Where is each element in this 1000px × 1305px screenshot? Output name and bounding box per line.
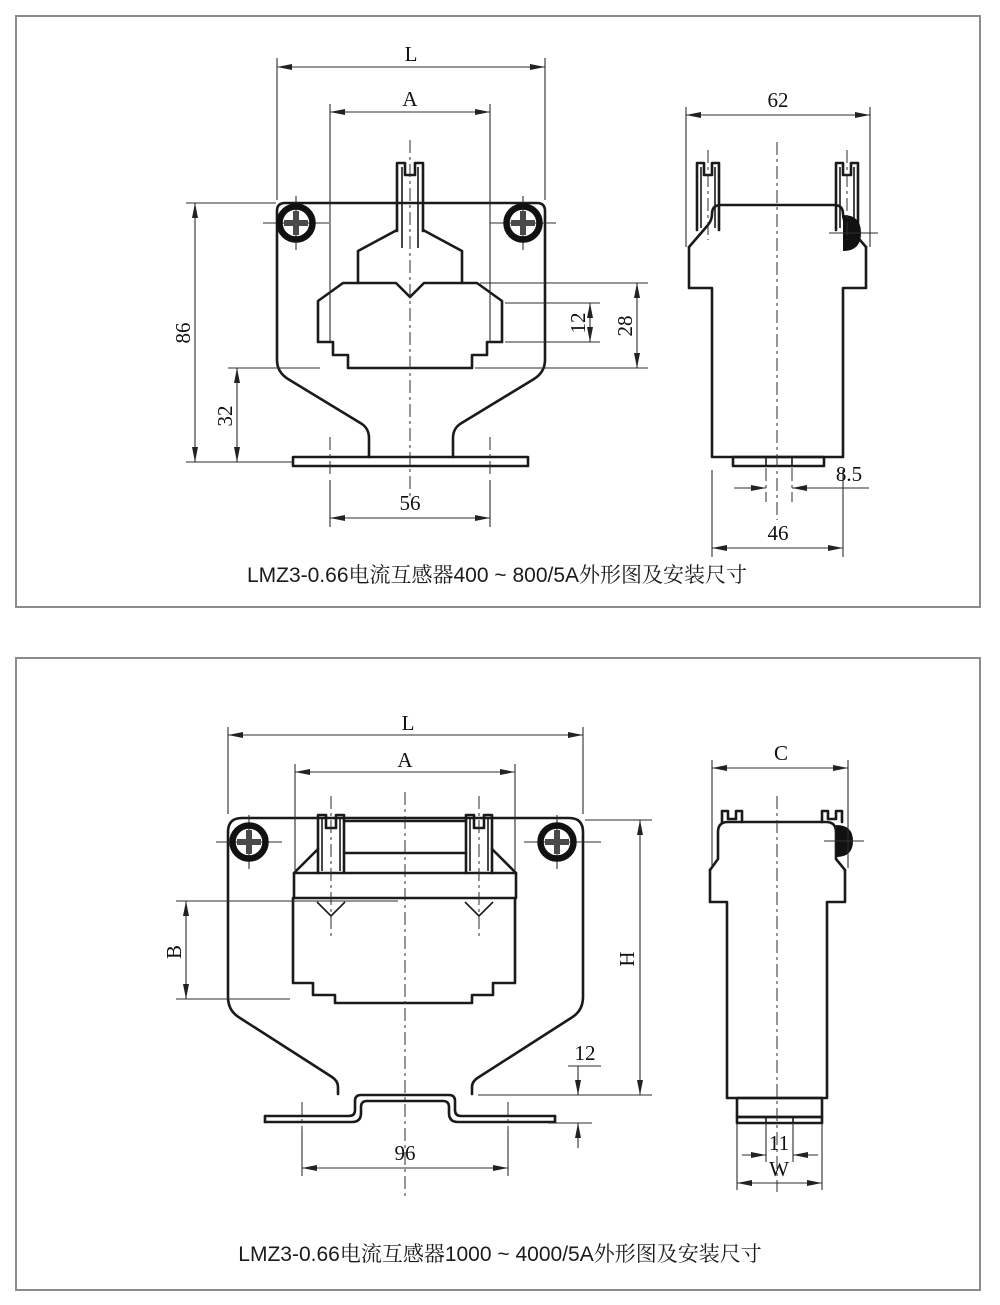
- side-center-lines: [708, 142, 847, 520]
- dim-label-overall-height: 86: [171, 322, 195, 344]
- dim-label-foot-slot: 8.5: [835, 462, 863, 486]
- dim-label-terminal-spacing: A: [402, 87, 418, 111]
- dim-label-foot-slot: 11: [768, 1131, 790, 1155]
- dim-label-body-depth: C: [773, 741, 789, 765]
- front-view-outline: [277, 163, 545, 466]
- dim-label-window-height: 12: [566, 312, 590, 334]
- dim-label-overall-height: H: [615, 951, 639, 967]
- dim-label-top-width: 62: [767, 88, 789, 112]
- dim-label-body-depth: 46: [767, 521, 789, 545]
- dim-label-window-height: B: [162, 944, 186, 960]
- dim-label-terminal-spacing: A: [397, 748, 413, 772]
- dim-label-foot-width: W: [769, 1157, 789, 1181]
- dim-label-hole-spacing: 96: [394, 1141, 416, 1165]
- dim-label-bracket-height: 12: [574, 1041, 596, 1065]
- drawing-caption: LMZ3-0.66电流互感器400 ~ 800/5A外形图及安装尺寸: [246, 564, 748, 587]
- dim-label-overall-width: L: [401, 711, 415, 735]
- mount-screw-icon: [216, 815, 282, 869]
- drawing-caption: LMZ3-0.66电流互感器1000 ~ 4000/5A外形图及安装尺寸: [238, 1243, 762, 1266]
- drawing-panel-400-800: [15, 15, 981, 608]
- technical-drawing-400-800: [17, 17, 979, 606]
- mount-screw-icon: [524, 815, 601, 869]
- side-screw-head-icon: [824, 825, 864, 857]
- dim-label-base-height: 32: [213, 405, 237, 427]
- technical-drawing-1000-4000: [17, 659, 979, 1289]
- dim-label-core-height: 28: [613, 315, 637, 337]
- dim-label-hole-spacing: 56: [399, 491, 421, 515]
- dimension-lines-front: [176, 727, 652, 1176]
- center-lines: [330, 140, 490, 497]
- dim-label-overall-width: L: [404, 42, 418, 66]
- drawing-panel-1000-4000: [15, 657, 981, 1291]
